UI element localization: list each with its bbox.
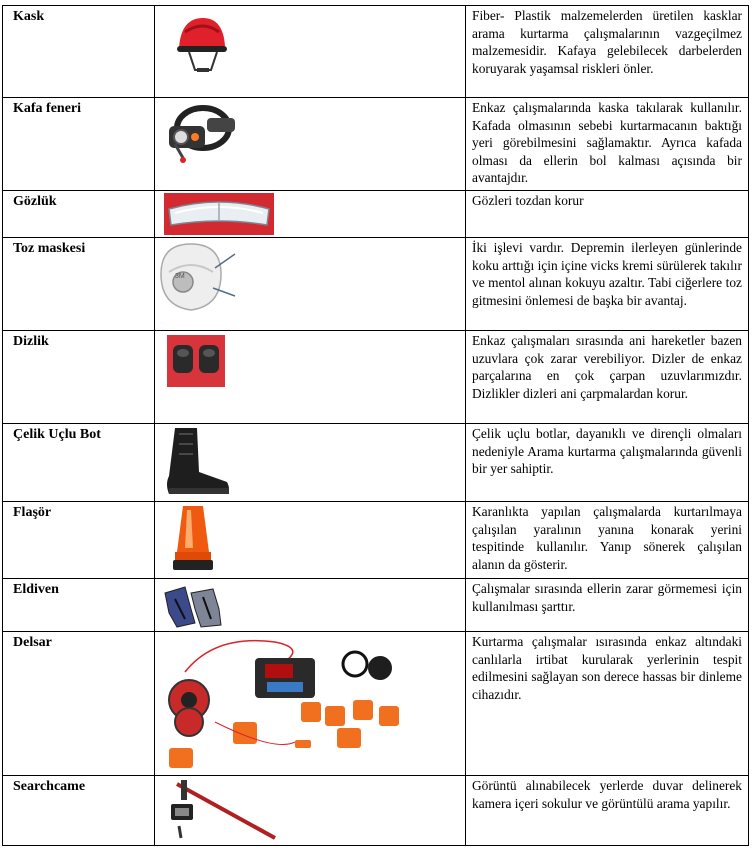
flasher-image (155, 502, 465, 579)
search-camera-image (155, 776, 465, 846)
helmet-image (155, 6, 465, 98)
table-row (3, 632, 749, 776)
item-description: Enkaz çalışmaları sırasında ani hareketler bazen uzuvlara çok zarar verebiliyor. Dizler de enkaz parçalarına en çok çarpan uzuvlarımızdır. Dizlikler dizleri ani çarpmalardan korur. (466, 331, 749, 424)
item-description: Çalışmalar sırasında ellerin zarar görmemesi için kullanılması şarttır. (466, 579, 749, 632)
item-description: Fiber- Plastik malzemelerden üretilen kasklar arama kurtarma çalışmalarının vazgeçilmez malzemesidir. Kafaya gelebilecek darbelerden koruyarak yaşamsal riskleri önler. (466, 6, 749, 98)
item-name: Kask (3, 6, 155, 98)
item-image-cell (155, 331, 466, 424)
headlamp-image (155, 98, 465, 191)
item-name: Searchcame (3, 776, 155, 846)
item-image-cell (155, 502, 466, 579)
table-row (3, 502, 749, 579)
item-name: Eldiven (3, 579, 155, 632)
item-name: Kafa feneri (3, 98, 155, 191)
table-row (3, 6, 749, 98)
table-row (3, 238, 749, 331)
item-description: Enkaz çalışmalarında kaska takılarak kullanılır. Kafada olmasının sebebi kurtarmacanın baktığı yeri görebilmesini sağlamaktır. Ayrıca kafada olması da ellerin bol kalması açısında bir avantajdır. (466, 98, 749, 191)
item-description: İki işlevi vardır. Depremin ilerleyen günlerinde koku arttığı için içine vicks kremi sürülerek takılır ve mentol alınan kokuyu azaltır. Tabi ciğerlere toz gitmesini önlemesi de başka bir avantaj. (466, 238, 749, 331)
item-image-cell (155, 6, 466, 98)
item-image-cell (155, 98, 466, 191)
svg-text:3M: 3M (175, 273, 185, 280)
item-description: Karanlıkta yapılan çalışmalarda kurtarılmaya çalışılan yaralının yanına konarak yerini tespitinde kullanılır. Yanıp sönerek çalışılan alanın da gösterir. (466, 502, 749, 579)
item-image-cell (155, 191, 466, 238)
item-image-cell (155, 579, 466, 632)
item-description: Gözleri tozdan korur (466, 191, 749, 238)
equipment-table (2, 5, 749, 846)
steel-toe-boot-image (155, 424, 465, 502)
item-name: Delsar (3, 632, 155, 776)
item-name: Çelik Uçlu Bot (3, 424, 155, 502)
item-name: Flaşör (3, 502, 155, 579)
knee-pads-image (155, 331, 465, 424)
dust-mask-image (155, 238, 465, 331)
item-description: Görüntü alınabilecek yerlerde duvar delinerek kamera içeri sokulur ve görüntülü arama yapılır. (466, 776, 749, 846)
item-image-cell (155, 632, 466, 776)
item-name: Toz maskesi (3, 238, 155, 331)
delsar-device-image (155, 632, 465, 776)
item-image-cell (155, 238, 466, 331)
item-name: Dizlik (3, 331, 155, 424)
item-image-cell (155, 424, 466, 502)
item-description: Çelik uçlu botlar, dayanıklı ve dirençli olmaları nedeniyle Arama kurtarma çalışmalarında güvenli bir yer sahiptir. (466, 424, 749, 502)
table-row (3, 776, 749, 846)
table-row (3, 191, 749, 238)
table-row (3, 579, 749, 632)
goggles-image (155, 191, 465, 238)
table-row (3, 424, 749, 502)
table-row (3, 98, 749, 191)
item-image-cell (155, 776, 466, 846)
table-row (3, 331, 749, 424)
gloves-image (155, 579, 465, 632)
item-description: Kurtarma çalışmalar ısırasında enkaz altındaki canlılarla irtibat kurularak yerlerinin tespit edilmesini sağlayan son derece hassas bir dinleme cihazıdır. (466, 632, 749, 776)
item-name: Gözlük (3, 191, 155, 238)
